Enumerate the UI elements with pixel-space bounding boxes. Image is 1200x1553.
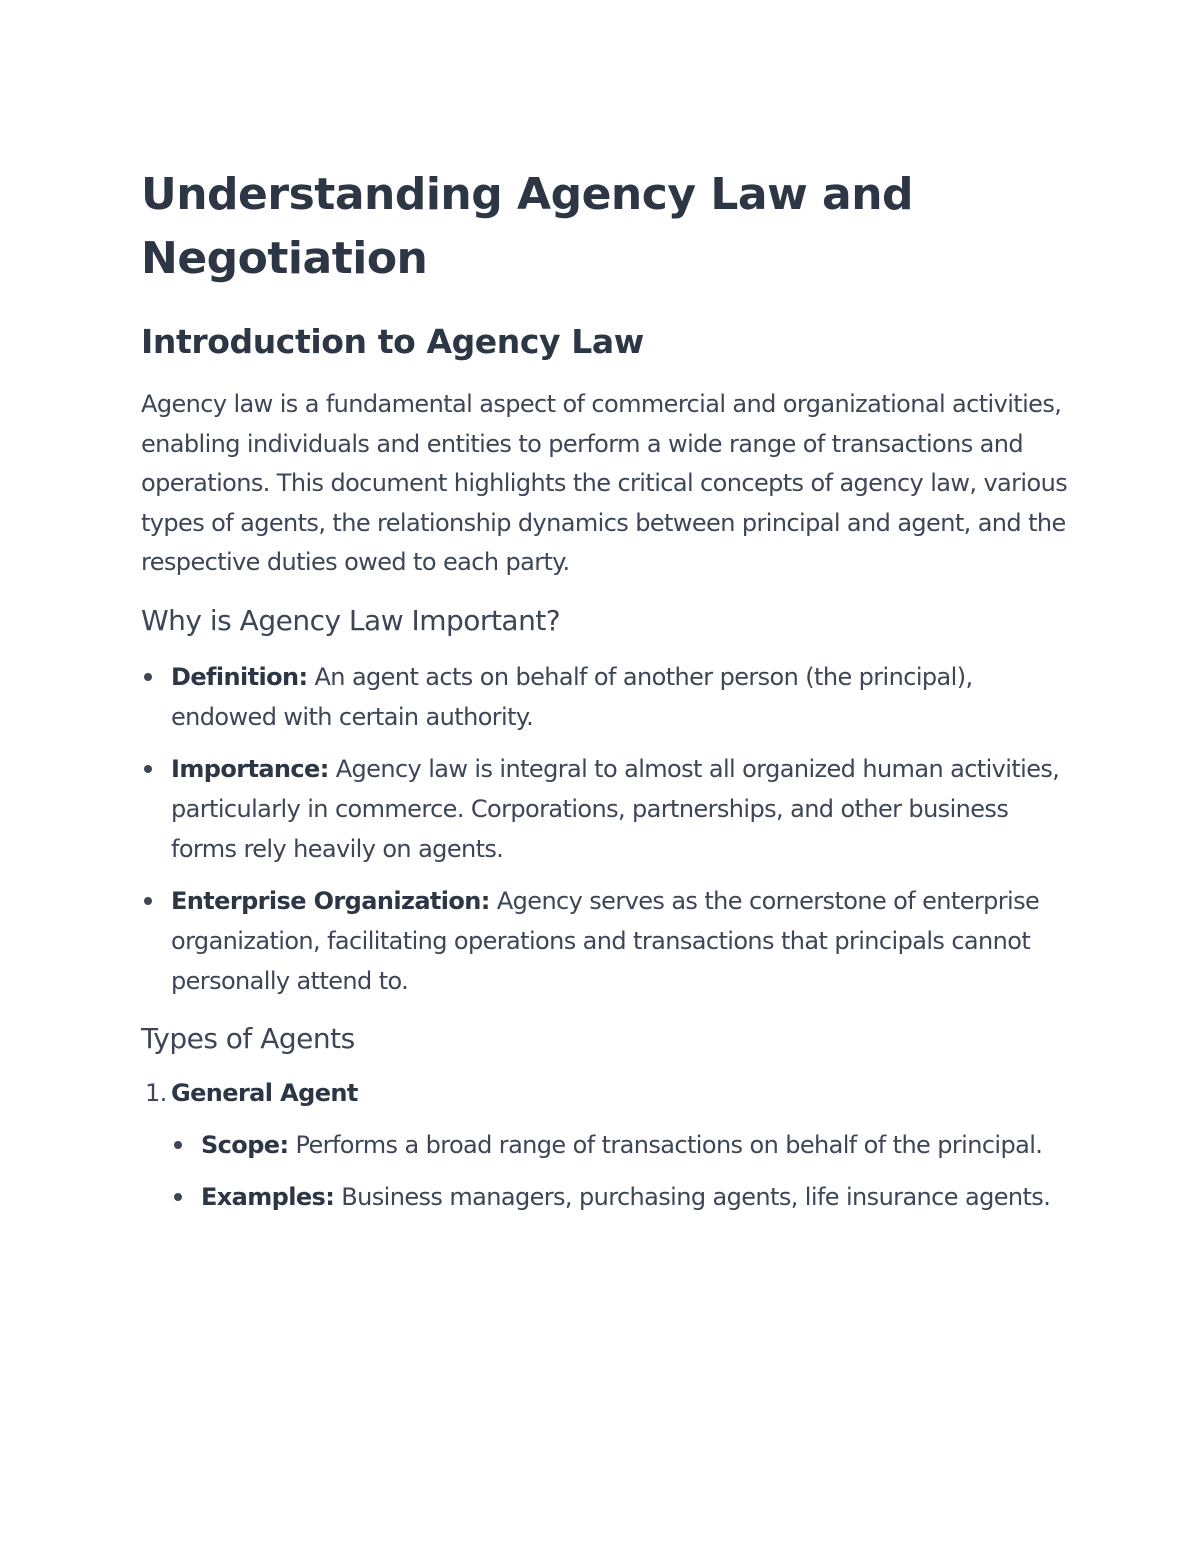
numbered-list-item bbox=[141, 1073, 1071, 1217]
document-page bbox=[141, 163, 1071, 1229]
introduction-paragraph: Agency law is a fundamental aspect of commercial and organizational activities, enabling individuals and entities to perform a wide range of transactions and operations. This document highlights the critical concepts of agency law, various types of agents, the relationship dynamics between principal and agent, and the respective duties owed to each party. bbox=[141, 390, 1068, 577]
list-number: 1. bbox=[145, 1078, 167, 1107]
list-item-term: Definition: bbox=[171, 662, 308, 691]
bullet-icon bbox=[174, 1141, 182, 1149]
bullet-icon bbox=[174, 1193, 182, 1201]
bullet-icon bbox=[144, 673, 152, 681]
section-heading-introduction: Introduction to Agency Law bbox=[141, 322, 644, 361]
list-item-text: Performs a broad range of transactions on behalf of the principal. bbox=[288, 1130, 1043, 1159]
list-item bbox=[171, 1125, 1071, 1165]
subsection-heading-importance: Why is Agency Law Important? bbox=[141, 603, 561, 637]
list-item-text: Agency law is integral to almost all organized human activities, particularly in commerce. Corporations, partnerships, and other business forms rely heavily on agents. bbox=[171, 754, 1060, 863]
list-item bbox=[141, 657, 1071, 737]
list-item-term: Scope: bbox=[201, 1130, 289, 1159]
list-item bbox=[171, 1177, 1071, 1217]
subsection-heading-types: Types of Agents bbox=[141, 1021, 355, 1055]
document-title: Understanding Agency Law and Negotiation bbox=[141, 169, 914, 284]
agent-type-details bbox=[171, 1125, 1071, 1217]
list-item-term: Examples: bbox=[201, 1182, 335, 1211]
list-item-term: Importance: bbox=[171, 754, 329, 783]
bullet-icon bbox=[144, 897, 152, 905]
list-item-text: An agent acts on behalf of another person (the principal), endowed with certain authority. bbox=[171, 662, 973, 731]
agent-types-list bbox=[141, 1073, 1071, 1217]
list-item bbox=[141, 881, 1071, 1001]
agent-type-label: General Agent bbox=[171, 1078, 358, 1107]
bullet-icon bbox=[144, 765, 152, 773]
list-item bbox=[141, 749, 1071, 869]
list-item-term: Enterprise Organization: bbox=[171, 886, 490, 915]
list-item-text: Agency serves as the cornerstone of enterprise organization, facilitating operations and transactions that principals cannot personally attend to. bbox=[171, 886, 1040, 995]
importance-list bbox=[141, 657, 1071, 1001]
list-item-text: Business managers, purchasing agents, life insurance agents. bbox=[334, 1182, 1051, 1211]
